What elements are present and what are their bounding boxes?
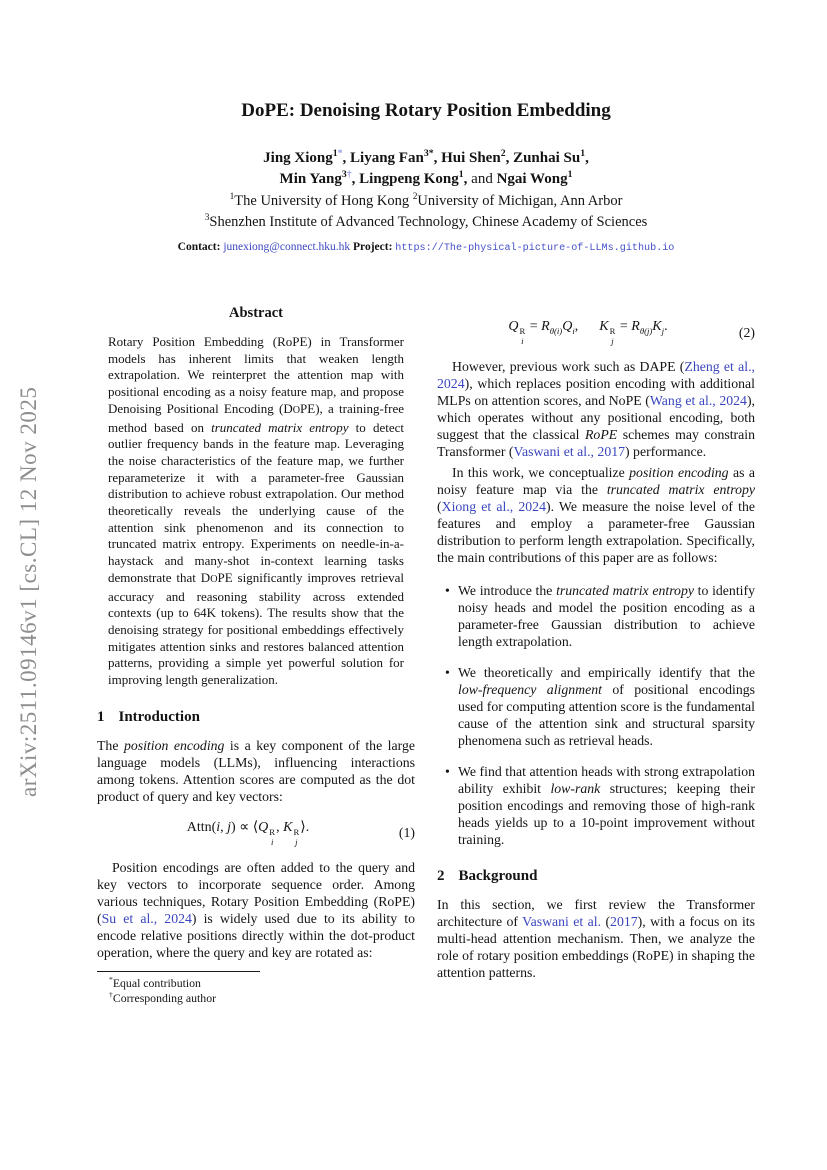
text-segment: ) performance. bbox=[625, 444, 707, 460]
text-segment: R bbox=[541, 319, 550, 334]
text-segment: Jing Xiong bbox=[263, 150, 333, 166]
affiliation-line-1 bbox=[97, 191, 755, 212]
text-segment: ) ∝ ⟨ bbox=[231, 819, 259, 835]
citation-link[interactable]: Su et al., 2024 bbox=[101, 911, 192, 927]
paragraph bbox=[437, 896, 755, 981]
text-segment: Project: bbox=[353, 241, 393, 253]
text-segment: , Lingpeng Kong bbox=[351, 171, 459, 187]
section-heading-introduction bbox=[97, 709, 415, 726]
text-segment: as a noisy feature map via the bbox=[437, 465, 755, 498]
arxiv-watermark: arXiv:2511.09146v1 [cs.CL] 12 Nov 2025 bbox=[16, 386, 41, 798]
text-segment: , bbox=[585, 150, 589, 166]
text-segment: , bbox=[276, 819, 284, 835]
text-segment: Contact: bbox=[177, 241, 221, 253]
email-link[interactable]: junexiong@connect.hku.hk bbox=[223, 241, 351, 253]
section-number: 2 bbox=[437, 868, 445, 885]
text-segment: truncated matrix entropy bbox=[556, 583, 694, 599]
text-segment: θ(j) bbox=[639, 325, 653, 336]
citation-link[interactable]: Vaswani et al., 2017 bbox=[513, 444, 626, 460]
text-segment: ( bbox=[601, 914, 611, 930]
text-segment: PE significantly improves retrieval accuracy and reasoning stability across extended contexts (up to 64K tokens). The results show that the denoising strategy for positional embeddings effectively mitigates attention sinks and restores balanced attention patterns, providing a simple yet powerful solution for improving length generalization. bbox=[108, 569, 404, 688]
text-segment: , bbox=[574, 319, 600, 334]
text-segment: to identify noisy heads and model the position encoding as a parameter-free Gaussian distribution to achieve length extrapolation. bbox=[458, 583, 755, 650]
text-segment: ⟩. bbox=[300, 819, 310, 835]
text-segment: , Hui Shen bbox=[433, 150, 501, 166]
text-segment: low-frequency alignment bbox=[458, 682, 602, 698]
text-segment: i bbox=[572, 325, 575, 336]
text-segment: position encoding bbox=[123, 737, 225, 753]
text-segment: The bbox=[97, 737, 124, 753]
author-block bbox=[97, 148, 755, 190]
text-segment: position encoding bbox=[629, 465, 729, 481]
paragraph bbox=[437, 358, 755, 460]
two-column-body bbox=[97, 303, 755, 1005]
contribution-item bbox=[445, 763, 755, 848]
equation-number: (2) bbox=[738, 324, 755, 340]
text-segment: In this section, we first review the Transformer architecture of bbox=[437, 897, 755, 930]
text-segment: K bbox=[652, 319, 662, 334]
text-segment: Rotary Position Embedding (RoPE) in Transformer models has inherent limits that weaken length extrapolation. We reinterpret the attention map with positional encoding as a noisy feature map, and propose Denoising Positional Encoding (D bbox=[108, 334, 404, 416]
text-segment: Q bbox=[562, 319, 573, 334]
text-segment: truncated matrix entropy bbox=[606, 482, 756, 498]
text-segment: However, previous work such as DAPE ( bbox=[452, 359, 685, 375]
text-segment: 3 bbox=[204, 213, 210, 224]
contribution-item bbox=[445, 664, 755, 749]
text-segment: is a key component of the large language models (LLMs), influencing interactions among tokens. Attention scores are computed as the dot product of query and key vectors: bbox=[97, 737, 415, 804]
author-line-2 bbox=[97, 169, 755, 190]
right-column bbox=[437, 303, 755, 1005]
text-segment: The University of Hong Kong bbox=[234, 193, 413, 209]
left-column bbox=[97, 303, 415, 1005]
text-segment: Min Yang bbox=[279, 171, 342, 187]
text-segment: low-rank bbox=[550, 781, 601, 797]
footnote-equal-contribution bbox=[97, 976, 415, 991]
footnote-block bbox=[97, 971, 415, 1005]
text-segment: . bbox=[664, 319, 668, 334]
text-segment: Q bbox=[258, 819, 269, 835]
text-segment: Shenzhen Institute of Advanced Technology, Chinese Academy of Sciences bbox=[209, 214, 648, 230]
text-segment: schemes may constrain Transformer ( bbox=[437, 427, 755, 460]
citation-link[interactable]: Wang et al., 2024 bbox=[649, 393, 747, 409]
text-segment: Q bbox=[508, 319, 519, 334]
text-segment: 1 bbox=[458, 169, 464, 180]
citation-link[interactable]: Zheng et al., 2024 bbox=[437, 359, 755, 392]
text-segment: truncated matrix entropy bbox=[211, 419, 349, 435]
equation-body bbox=[97, 819, 399, 847]
text-segment: ), which replaces position encoding with additional MLPs on attention scores, and NoPE ( bbox=[437, 376, 755, 409]
text-segment: PE), a training-free method based on bbox=[108, 400, 404, 435]
text-segment: ), with a focus on its multi-head attention mechanism. Then, we analyze the role of rotary position embeddings (RoPE) in shaping the attention patterns. bbox=[437, 914, 756, 981]
text-segment: Corresponding author bbox=[112, 990, 217, 1005]
text-segment: University of Michigan, Ann Arbor bbox=[417, 193, 623, 209]
text-segment: We theoretically and empirically identify that the bbox=[458, 665, 755, 681]
paragraph bbox=[437, 464, 755, 566]
text-segment: i, j bbox=[216, 819, 232, 835]
affiliation-line-2 bbox=[97, 212, 755, 233]
section-heading-background bbox=[437, 868, 755, 885]
text-segment: = bbox=[616, 319, 632, 334]
citation-link[interactable]: Xiong et al., 2024 bbox=[441, 499, 546, 515]
text-segment: and bbox=[471, 171, 493, 187]
citation-link[interactable]: 2017 bbox=[610, 914, 638, 930]
text-segment: , Zunhai Su bbox=[505, 150, 581, 166]
abstract-heading: Abstract bbox=[229, 305, 283, 321]
text-segment: of positional encodings used for computing attention score is the fundamental cause of the attention sink and structural sparsity phenomena such as retrieval heads. bbox=[458, 682, 755, 749]
url-link[interactable]: https://The-physical-picture-of-LLMs.github.io bbox=[395, 243, 675, 254]
sup-sub-script: R j bbox=[293, 827, 300, 848]
section-title: Introduction bbox=[118, 708, 200, 725]
footnote-rule bbox=[97, 971, 260, 972]
text-segment: We introduce the bbox=[458, 583, 557, 599]
text-segment: 3 bbox=[341, 169, 347, 180]
text-segment: † bbox=[109, 989, 113, 999]
text-segment: , Liyang Fan bbox=[342, 150, 424, 166]
footnote-corresponding-author bbox=[97, 991, 415, 1006]
text-segment: R bbox=[631, 319, 640, 334]
citation-link[interactable]: Vaswani et al. bbox=[522, 914, 602, 930]
sup-sub-script: R i bbox=[269, 827, 276, 848]
paragraph bbox=[97, 737, 415, 805]
text-segment: 1 bbox=[332, 148, 338, 159]
equation-number: (1) bbox=[398, 824, 415, 840]
text-segment: j bbox=[661, 325, 665, 336]
text-segment: In this work, we conceptualize bbox=[452, 465, 630, 481]
text-segment: K bbox=[283, 819, 293, 835]
contribution-list bbox=[437, 582, 755, 848]
text-segment: ) is widely used due to its ability to encode relative positions directly within the dot-product operation, where the query and key are rotated as: bbox=[97, 911, 415, 961]
text-segment: * bbox=[337, 148, 343, 159]
sup-sub-script: R i bbox=[519, 326, 526, 347]
paper-title: DoPE: Denoising Rotary Position Embedding bbox=[241, 100, 611, 121]
text-segment: Attn( bbox=[186, 819, 217, 835]
text-segment: Equal contribution bbox=[112, 976, 201, 991]
equation-2 bbox=[437, 319, 755, 346]
section-number: 1 bbox=[97, 708, 105, 725]
affiliation-block bbox=[97, 191, 755, 233]
text-segment: * bbox=[109, 975, 113, 985]
text-segment: 1 bbox=[580, 148, 586, 159]
text-segment: O bbox=[292, 404, 301, 416]
author-line-1 bbox=[97, 148, 755, 169]
text-segment: Position encodings are often added to the query and key vectors to incorporate sequence order. Among various techniques, Rotary Position Embedding (RoPE) ( bbox=[97, 860, 415, 927]
text-segment: We find that attention heads with strong extrapolation ability exhibit bbox=[458, 764, 755, 797]
text-segment: † bbox=[346, 169, 352, 180]
paragraph bbox=[97, 859, 415, 961]
text-segment: 2 bbox=[500, 148, 506, 159]
contribution-item bbox=[445, 582, 755, 650]
equation-1 bbox=[97, 819, 415, 847]
text-segment: RoPE bbox=[585, 427, 618, 443]
text-segment: = bbox=[526, 319, 542, 334]
text-segment: 3* bbox=[423, 148, 434, 159]
text-segment: 1 bbox=[229, 192, 235, 203]
text-segment: to detect outlier frequency bands in the feature map. Leveraging the noise characteristics of the feature map, we further reparameterize it with a parameter-free Gaussian distribution to achieve robust extrapolation. Our method theoretically reveals the underlying cause of the attention sink phenomenon and its connection to truncated matrix entropy. Experiments on needle-in-a-haystack and many-shot in-context learning tasks demonstrate that D bbox=[108, 419, 405, 585]
text-segment: ( bbox=[437, 499, 442, 515]
text-segment: ), which operates without any positional encoding, both suggest that the classical bbox=[437, 393, 755, 443]
abstract-text bbox=[97, 334, 415, 689]
text-segment: O bbox=[210, 573, 218, 585]
contact-line bbox=[97, 239, 755, 257]
text-segment: , bbox=[463, 171, 472, 187]
text-segment: structures; keeping their position encodings and removing those of high-rank heads yields up to a 10-point improvement without training. bbox=[458, 781, 755, 848]
text-segment: Ngai Wong bbox=[492, 171, 568, 187]
section-title: Background bbox=[458, 868, 538, 885]
text-segment: ). We measure the noise level of the features and employ a parameter-free Gaussian distribution to perform length extrapolation. Specifically, the main contributions of this paper are as follows: bbox=[437, 499, 756, 566]
text-segment: 2 bbox=[412, 192, 418, 203]
sup-sub-script: R j bbox=[609, 326, 616, 347]
text-segment: K bbox=[599, 319, 609, 334]
equation-body bbox=[437, 319, 739, 346]
text-segment: 1 bbox=[567, 169, 573, 180]
text-segment: θ(i) bbox=[549, 325, 563, 336]
